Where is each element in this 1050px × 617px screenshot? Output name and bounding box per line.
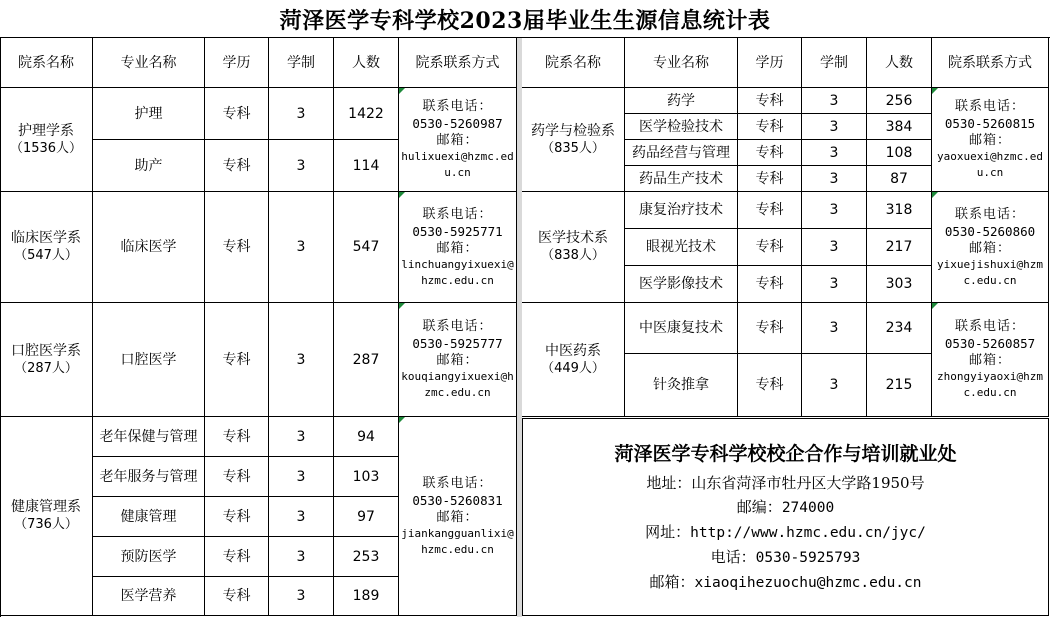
major-cell xyxy=(625,192,738,229)
degree-value: 专科 xyxy=(222,157,251,174)
header-cell xyxy=(738,38,802,88)
dept-name-cell xyxy=(522,192,625,303)
page-title: 菏泽医学专科学校2023届毕业生生源信息统计表 xyxy=(279,7,771,34)
phone-label: 联系电话： xyxy=(422,475,493,491)
people-cell xyxy=(334,417,399,457)
dept-contact xyxy=(399,417,517,616)
email-label: 邮箱： xyxy=(968,353,1011,368)
dept-count: （1536人） xyxy=(9,140,83,156)
people-value: 94 xyxy=(357,428,375,445)
degree-value: 专科 xyxy=(222,351,251,368)
years-cell xyxy=(269,192,334,303)
years-value: 3 xyxy=(829,239,839,255)
email-label: 邮箱： xyxy=(968,240,1011,256)
major-cell xyxy=(93,303,205,417)
major-name: 药学 xyxy=(667,92,695,109)
major-name: 健康管理 xyxy=(120,508,177,525)
people-value: 256 xyxy=(885,92,913,109)
dept-count: （736人） xyxy=(14,517,78,532)
years-cell xyxy=(802,114,867,140)
years-value: 3 xyxy=(296,548,306,565)
major-name: 口腔医学 xyxy=(120,351,177,368)
people-cell xyxy=(867,266,932,303)
people-value: 87 xyxy=(890,170,908,187)
people-cell xyxy=(867,166,932,192)
degree-cell xyxy=(205,303,269,417)
people-cell xyxy=(334,140,399,192)
degree-cell xyxy=(738,192,802,229)
degree-cell xyxy=(205,457,269,497)
cell-marker xyxy=(932,88,938,94)
header-label: 院系名称 xyxy=(18,54,74,71)
major-name: 医学检验技术 xyxy=(639,118,723,135)
phone-value: 0530-5260857 xyxy=(944,336,1036,351)
dept-name-cell xyxy=(0,192,93,303)
years-cell xyxy=(802,88,867,114)
people-value: 97 xyxy=(357,508,375,525)
degree-cell xyxy=(738,266,802,303)
degree-value: 专科 xyxy=(222,239,251,255)
dept-count: （287人） xyxy=(14,360,78,376)
degree-cell xyxy=(205,537,269,577)
dept-name-cell xyxy=(522,88,625,192)
header-label: 学制 xyxy=(287,54,315,71)
major-name: 药品经营与管理 xyxy=(632,144,730,161)
dept-name: 护理学系 xyxy=(18,122,74,139)
years-value: 3 xyxy=(296,468,306,485)
degree-cell xyxy=(205,497,269,537)
degree-cell xyxy=(738,303,802,354)
years-cell xyxy=(269,88,334,140)
people-value: 253 xyxy=(352,548,380,565)
major-cell xyxy=(93,577,205,616)
years-value: 3 xyxy=(829,377,839,393)
degree-cell xyxy=(738,140,802,166)
people-value: 303 xyxy=(885,276,913,292)
header-label: 院系名称 xyxy=(545,54,601,71)
header-cell xyxy=(0,38,93,88)
email-label: 邮箱： xyxy=(436,353,479,368)
dept-contact xyxy=(399,303,517,417)
header-cell xyxy=(625,38,738,88)
years-cell xyxy=(269,140,334,192)
dept-contact xyxy=(932,88,1049,192)
header-label: 专业名称 xyxy=(653,54,709,71)
years-cell xyxy=(802,192,867,229)
degree-value: 专科 xyxy=(222,468,251,485)
degree-value: 专科 xyxy=(755,170,784,187)
years-value: 3 xyxy=(829,202,839,218)
years-value: 3 xyxy=(829,144,839,161)
people-cell xyxy=(867,354,932,417)
major-name: 医学影像技术 xyxy=(639,276,723,292)
dept-name: 口腔医学系 xyxy=(11,342,81,359)
header-label: 院系联系方式 xyxy=(948,54,1032,71)
phone-label: 联系电话： xyxy=(422,99,493,114)
header-cell xyxy=(93,38,205,88)
degree-value: 专科 xyxy=(755,276,784,292)
people-cell xyxy=(334,497,399,537)
major-cell xyxy=(93,192,205,303)
dept-contact xyxy=(932,303,1049,417)
years-value: 3 xyxy=(296,508,306,525)
degree-cell xyxy=(738,166,802,192)
major-cell xyxy=(625,166,738,192)
header-cell xyxy=(269,38,334,88)
header-label: 学历 xyxy=(755,54,784,71)
years-value: 3 xyxy=(296,239,306,255)
header-cell xyxy=(867,38,932,88)
years-cell xyxy=(269,457,334,497)
dept-count: （449人） xyxy=(541,360,605,376)
major-name: 康复治疗技术 xyxy=(639,202,723,218)
major-cell xyxy=(93,457,205,497)
degree-value: 专科 xyxy=(755,320,784,336)
people-value: 1422 xyxy=(348,105,384,122)
cell-marker xyxy=(932,303,938,309)
cell-marker xyxy=(399,88,405,94)
major-cell xyxy=(625,266,738,303)
major-cell xyxy=(625,229,738,266)
major-name: 助产 xyxy=(134,157,163,174)
people-value: 287 xyxy=(352,351,380,368)
major-name: 临床医学 xyxy=(120,239,177,255)
dept-contact xyxy=(932,192,1049,303)
cell-marker xyxy=(399,192,405,198)
major-cell xyxy=(93,417,205,457)
office-name: 菏泽医学专科学校校企合作与培训就业处 xyxy=(614,443,957,465)
dept-name: 药学与检验系 xyxy=(531,122,615,139)
people-cell xyxy=(334,577,399,616)
office-phone: 电话：0530-5925793 xyxy=(710,548,861,566)
degree-value: 专科 xyxy=(755,144,784,161)
people-value: 318 xyxy=(885,202,913,218)
degree-value: 专科 xyxy=(222,548,251,565)
people-value: 189 xyxy=(352,588,380,604)
years-cell xyxy=(802,354,867,417)
email-label: 邮箱： xyxy=(436,509,479,525)
years-cell xyxy=(802,303,867,354)
people-value: 103 xyxy=(352,468,380,485)
major-cell xyxy=(625,140,738,166)
dept-count: （835人） xyxy=(541,140,605,156)
major-name: 医学营养 xyxy=(120,588,177,604)
email-value[interactable]: yaoxuexi@hzmc.edu.cn xyxy=(937,150,1043,179)
degree-cell xyxy=(205,88,269,140)
phone-value: 0530-5925771 xyxy=(412,223,503,239)
people-value: 215 xyxy=(885,377,913,393)
phone-value: 0530-5925777 xyxy=(412,336,503,351)
degree-value: 专科 xyxy=(222,428,251,445)
years-cell xyxy=(802,229,867,266)
major-name: 老年服务与管理 xyxy=(99,468,198,485)
email-value[interactable]: zhongyiyaoxi@hzmc.edu.cn xyxy=(937,370,1043,399)
people-cell xyxy=(334,537,399,577)
office-website[interactable]: 网址：http://www.hzmc.edu.cn/jyc/ xyxy=(645,523,926,541)
header-label: 专业名称 xyxy=(120,54,177,71)
major-cell xyxy=(625,303,738,354)
people-value: 217 xyxy=(885,239,913,255)
years-value: 3 xyxy=(829,276,839,292)
people-cell xyxy=(867,192,932,229)
years-cell xyxy=(802,140,867,166)
email-value[interactable]: hulixuexi@hzmc.edu.cn xyxy=(401,150,514,179)
dept-name-cell xyxy=(522,303,625,417)
phone-value: 0530-5260831 xyxy=(412,492,503,508)
header-cell xyxy=(522,38,625,88)
employment-office-info xyxy=(522,418,1049,616)
dept-name: 中医药系 xyxy=(545,342,601,359)
degree-cell xyxy=(205,140,269,192)
people-value: 114 xyxy=(352,157,380,174)
people-value: 384 xyxy=(885,118,913,135)
phone-label: 联系电话： xyxy=(954,99,1025,114)
major-cell xyxy=(625,354,738,417)
header-cell xyxy=(334,38,399,88)
header-label: 学制 xyxy=(820,54,848,71)
people-cell xyxy=(334,88,399,140)
phone-value: 0530-5260815 xyxy=(944,116,1036,131)
major-cell xyxy=(625,114,738,140)
office-email[interactable]: 邮箱：xiaoqihezuochu@hzmc.edu.cn xyxy=(649,573,922,591)
degree-value: 专科 xyxy=(755,239,784,255)
dept-count: （547人） xyxy=(14,248,78,263)
dept-name-cell xyxy=(0,303,93,417)
years-value: 3 xyxy=(296,105,306,122)
header-label: 人数 xyxy=(885,54,913,71)
dept-name-cell xyxy=(0,417,93,616)
years-value: 3 xyxy=(296,588,306,604)
cell-marker xyxy=(399,303,405,309)
years-value: 3 xyxy=(829,170,839,187)
years-cell xyxy=(269,537,334,577)
dept-name: 医学技术系 xyxy=(538,230,608,246)
email-value[interactable]: yixuejishuxi@hzmc.edu.cn xyxy=(937,257,1043,287)
years-value: 3 xyxy=(296,351,306,368)
degree-value: 专科 xyxy=(755,202,784,218)
email-value[interactable]: kouqiangyixuexi@hzmc.edu.cn xyxy=(401,370,514,399)
years-cell xyxy=(802,266,867,303)
years-value: 3 xyxy=(829,118,839,135)
degree-cell xyxy=(738,114,802,140)
years-value: 3 xyxy=(829,320,839,336)
people-cell xyxy=(867,229,932,266)
people-cell xyxy=(867,114,932,140)
degree-value: 专科 xyxy=(222,105,251,122)
years-cell xyxy=(269,417,334,457)
cell-marker xyxy=(399,417,405,423)
major-name: 眼视光技术 xyxy=(646,239,716,255)
major-cell xyxy=(625,88,738,114)
major-name: 药品生产技术 xyxy=(639,170,723,187)
degree-value: 专科 xyxy=(222,588,251,604)
major-cell xyxy=(93,537,205,577)
degree-cell xyxy=(205,577,269,616)
major-cell xyxy=(93,497,205,537)
years-cell xyxy=(269,577,334,616)
people-value: 108 xyxy=(885,144,913,161)
people-value: 234 xyxy=(885,320,913,336)
dept-name-cell xyxy=(0,88,93,192)
header-label: 人数 xyxy=(352,54,380,71)
office-address: 地址：山东省菏泽市牡丹区大学路1950号 xyxy=(646,474,925,492)
major-name: 中医康复技术 xyxy=(639,320,723,336)
phone-label: 联系电话： xyxy=(422,206,493,222)
people-cell xyxy=(867,303,932,354)
phone-label: 联系电话： xyxy=(954,319,1025,334)
major-name: 护理 xyxy=(134,105,163,122)
phone-label: 联系电话： xyxy=(954,206,1025,222)
header-cell xyxy=(932,38,1049,88)
people-cell xyxy=(867,140,932,166)
degree-cell xyxy=(738,354,802,417)
degree-cell xyxy=(738,229,802,266)
phone-value: 0530-5260987 xyxy=(412,116,503,131)
people-cell xyxy=(334,457,399,497)
header-label: 院系联系方式 xyxy=(415,54,500,71)
people-cell xyxy=(867,88,932,114)
major-name: 针灸推拿 xyxy=(653,377,709,393)
major-name: 老年保健与管理 xyxy=(99,428,198,445)
major-cell xyxy=(93,88,205,140)
major-cell xyxy=(93,140,205,192)
email-label: 邮箱： xyxy=(968,133,1011,148)
header-cell xyxy=(399,38,517,88)
dept-name: 健康管理系 xyxy=(11,499,81,515)
degree-value: 专科 xyxy=(755,377,784,393)
major-name: 预防医学 xyxy=(120,548,177,565)
dept-name: 临床医学系 xyxy=(11,230,81,246)
dept-contact xyxy=(399,88,517,192)
degree-cell xyxy=(205,417,269,457)
years-cell xyxy=(802,166,867,192)
degree-cell xyxy=(205,192,269,303)
years-cell xyxy=(269,303,334,417)
header-cell xyxy=(802,38,867,88)
years-value: 3 xyxy=(296,428,306,445)
people-value: 547 xyxy=(352,239,380,255)
years-value: 3 xyxy=(296,157,306,174)
degree-cell xyxy=(738,88,802,114)
email-label: 邮箱： xyxy=(436,240,479,256)
office-postcode: 邮编：274000 xyxy=(736,498,835,516)
phone-value: 0530-5260860 xyxy=(944,223,1036,239)
people-cell xyxy=(334,303,399,417)
cell-marker xyxy=(932,192,938,198)
degree-value: 专科 xyxy=(755,92,784,109)
dept-contact xyxy=(399,192,517,303)
email-value[interactable]: linchuangyixuexi@hzmc.edu.cn xyxy=(401,257,514,287)
degree-value: 专科 xyxy=(222,508,251,525)
people-cell xyxy=(334,192,399,303)
header-label: 学历 xyxy=(222,54,251,71)
phone-label: 联系电话： xyxy=(422,319,493,334)
dept-count: （838人） xyxy=(541,248,605,263)
email-value[interactable]: jiankangguanlixi@hzmc.edu.cn xyxy=(401,526,514,556)
email-label: 邮箱： xyxy=(436,133,479,148)
degree-value: 专科 xyxy=(755,118,784,135)
header-cell xyxy=(205,38,269,88)
years-cell xyxy=(269,497,334,537)
years-value: 3 xyxy=(829,92,839,109)
